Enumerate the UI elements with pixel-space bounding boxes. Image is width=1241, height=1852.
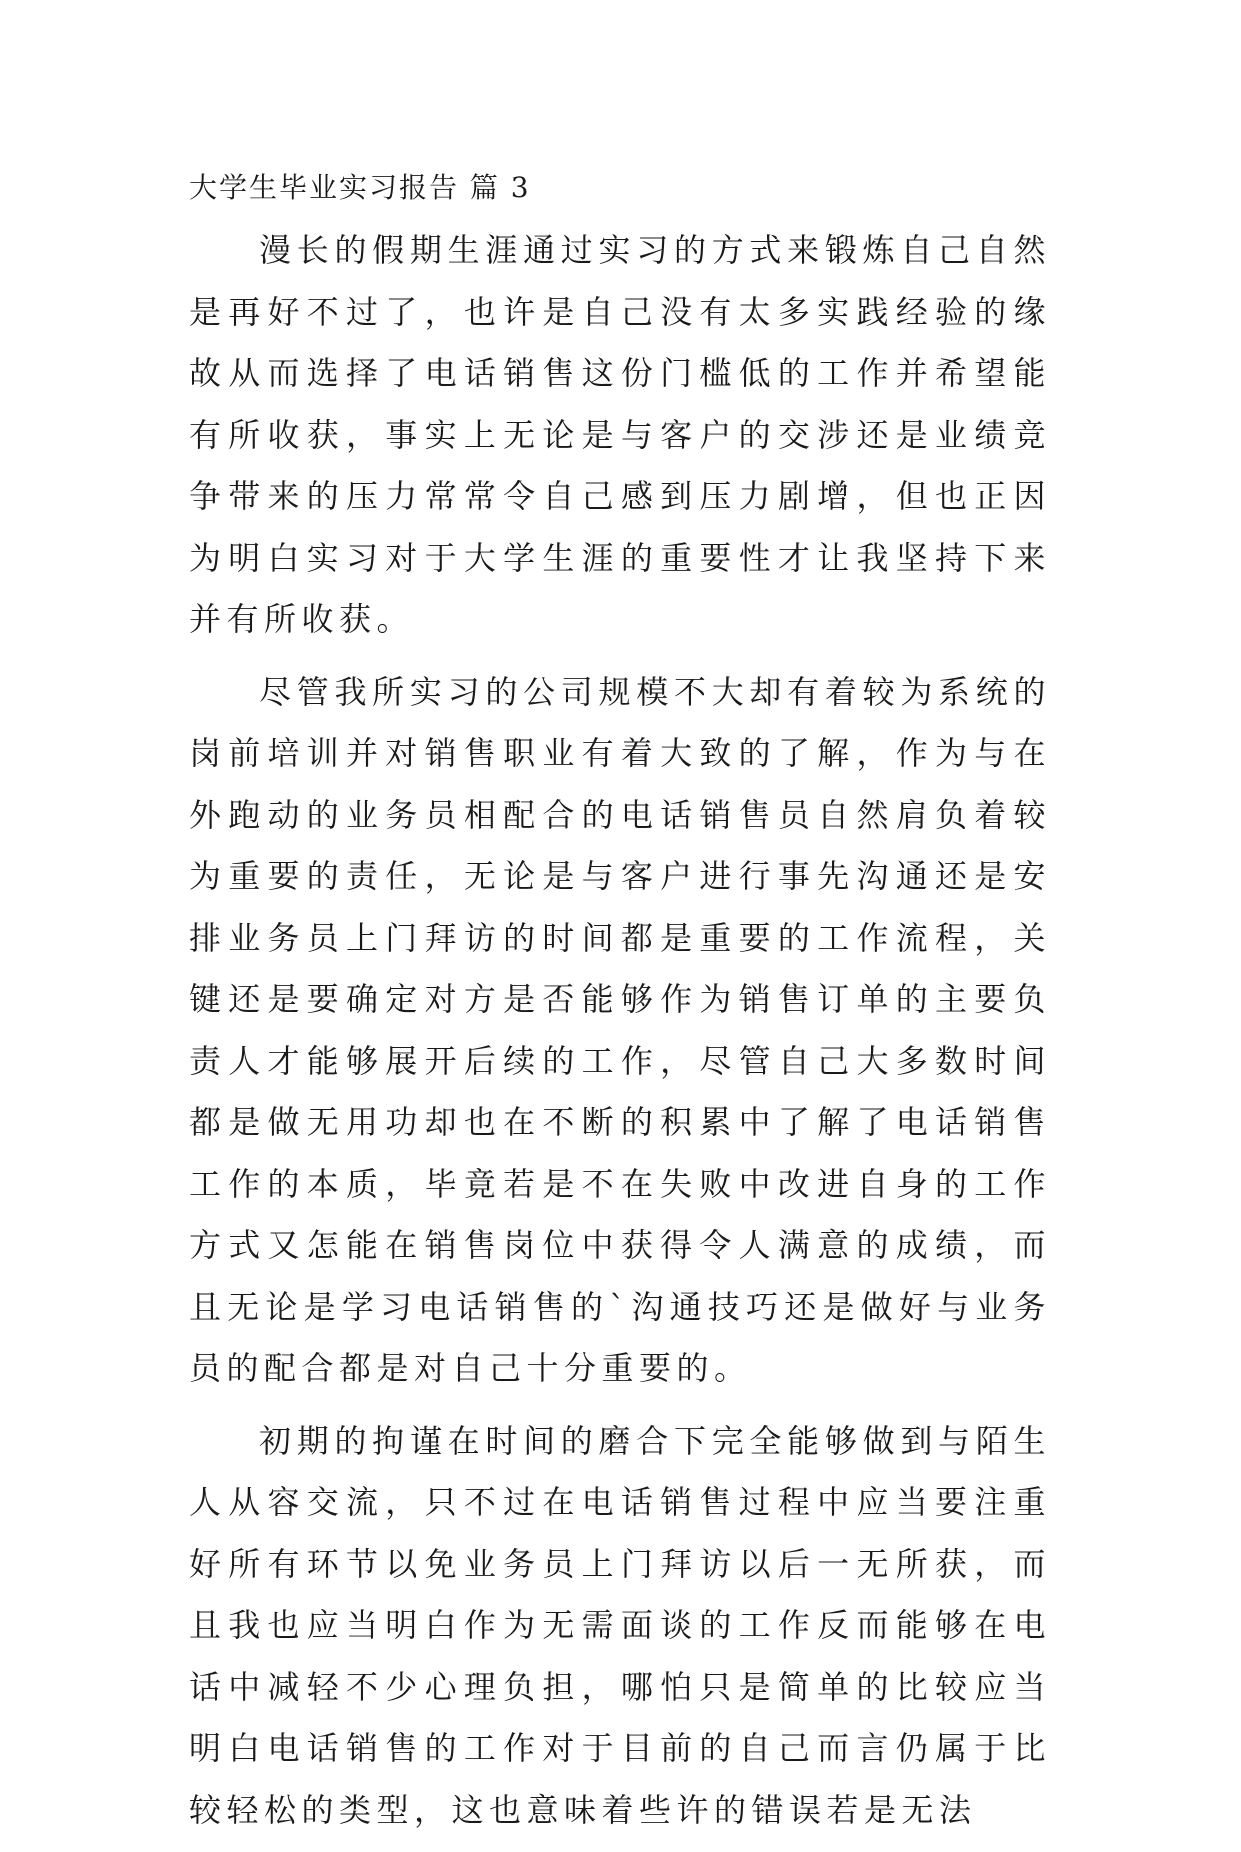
document-title: 大学生毕业实习报告 篇 3 — [189, 171, 531, 204]
document-body — [189, 160, 1051, 1852]
paragraph-2: 尽管我所实习的公司规模不大却有着较为系统的岗前培训并对销售职业有着大致的了解，作为与在外跑动的业务员相配合的电话销售员自然肩负着较为重要的责任，无论是与客户进行事先沟通还是安排业务员上门拜访的时间都是重要的工作流程，关键还是要确定对方是否能够作为销售订单的主要负责人才能够展开后续的工作，尽管自己大多数时间都是做无用功却也在不断的积累中了解了电话销售工作的本质，毕竟若是不在失败中改进自身的工作方式又怎能在销售岗位中获得令人满意的成绩，而且无论是学习电话销售的`沟通技巧还是做好与业务员的配合都是对自己十分重要的。 — [189, 672, 1051, 1387]
paragraph-3: 初期的拘谨在时间的磨合下完全能够做到与陌生人从容交流，只不过在电话销售过程中应当要注重好所有环节以免业务员上门拜访以后一无所获，而且我也应当明白作为无需面谈的工作反而能够在电话中减轻不少心理负担，哪怕只是简单的比较应当明白电话销售的工作对于目前的自己而言仍属于比较轻松的类型，这也意味着些许的错误若是无法 — [189, 1421, 1051, 1829]
paragraph-1: 漫长的假期生涯通过实习的方式来锻炼自己自然是再好不过了，也许是自己没有太多实践经验的缘故从而选择了电话销售这份门槛低的工作并希望能有所收获，事实上无论是与客户的交涉还是业绩竞争带来的压力常常令自己感到压力剧增，但也正因为明白实习对于大学生涯的重要性才让我坚持下来并有所收获。 — [189, 231, 1051, 638]
